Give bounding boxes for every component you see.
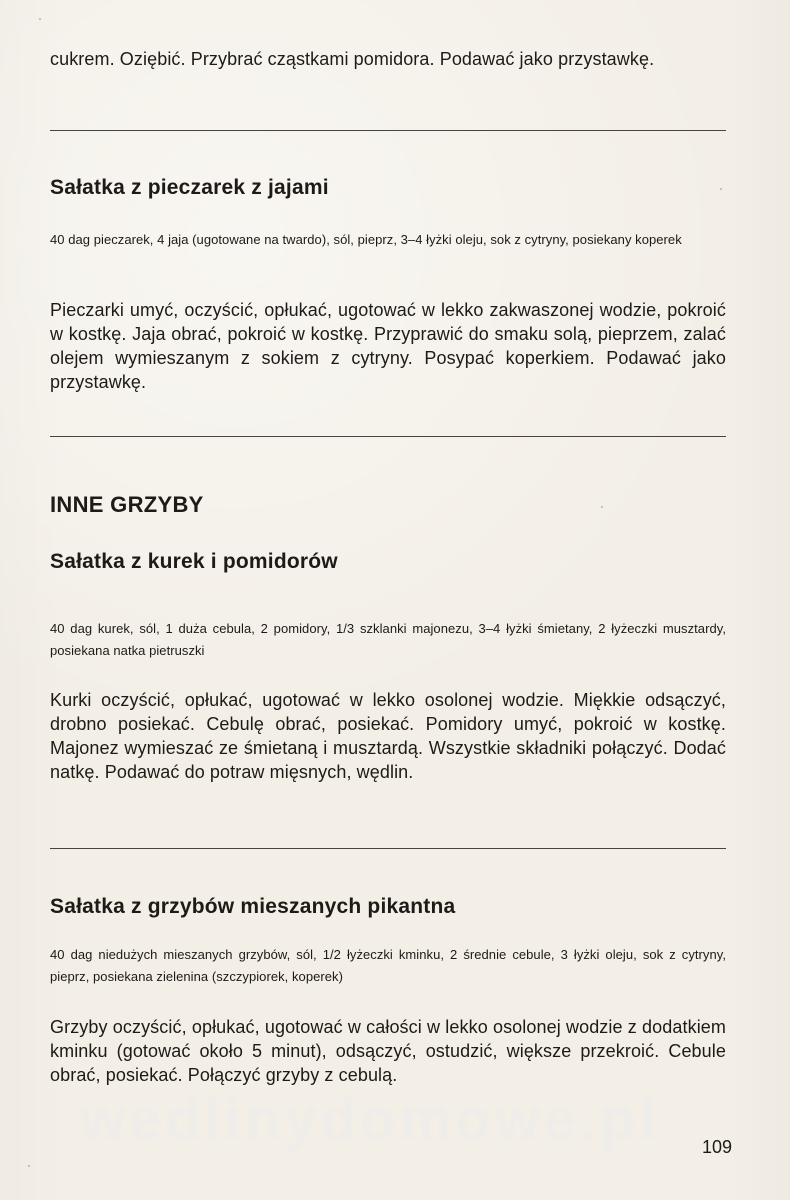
section-title-other-mushrooms: INNE GRZYBY xyxy=(50,492,204,517)
recipe-title-2: Sałatka z kurek i pomidorów xyxy=(50,550,338,573)
paper-speck xyxy=(39,18,41,20)
divider-3 xyxy=(50,848,726,849)
recipe-method-3: Grzyby oczyścić, opłukać, ugotować w całości w lekko osolonej wodzie z dodatkiem kminku (gotować około 5 minut), odsączyć, ostudzić, większe przekroić. Cebule obrać, posiekać. Połączyć grzyby z cebulą. xyxy=(50,1017,726,1085)
watermark-text: wedlinydomowe.pl xyxy=(80,1087,660,1152)
recipe-title-1: Sałatka z pieczarek z jajami xyxy=(50,176,329,199)
paper-speck xyxy=(720,188,722,190)
recipe-method-2: Kurki oczyścić, opłukać, ugotować w lekko osolonej wodzie. Miękkie odsączyć, drobno posiekać. Cebulę obrać, posiekać. Pomidory umyć, pokroić w kostkę. Majonez wymieszać ze śmietaną i musztardą. Wszystkie składniki połączyć. Dodać natkę. Podawać do potraw mięsnych, wędlin. xyxy=(50,690,726,782)
paper-speck xyxy=(601,506,603,508)
recipe-ingredients-3: 40 dag niedużych mieszanych grzybów, sól, 1/2 łyżeczki kminku, 2 średnie cebule, 3 łyżki oleju, sok z cytryny, pieprz, posiekana zielenina (szczypiorek, koperek) xyxy=(50,947,726,984)
divider-2 xyxy=(50,436,726,437)
divider-1 xyxy=(50,130,726,131)
intro-text: cukrem. Oziębić. Przybrać cząstkami pomidora. Podawać jako przystawkę. xyxy=(50,49,655,69)
recipe-ingredients-2: 40 dag kurek, sól, 1 duża cebula, 2 pomidory, 1/3 szklanki majonezu, 3–4 łyżki śmietany, 2 łyżeczki musztardy, posiekana natka pietruszki xyxy=(50,621,726,658)
recipe-ingredients-1: 40 dag pieczarek, 4 jaja (ugotowane na twardo), sól, pieprz, 3–4 łyżki oleju, sok z cytryny, posiekany koperek xyxy=(50,232,682,247)
recipe-title-3: Sałatka z grzybów mieszanych pikantna xyxy=(50,895,456,918)
page-number: 109 xyxy=(701,1137,732,1157)
paper-speck xyxy=(28,1165,30,1167)
recipe-method-1: Pieczarki umyć, oczyścić, opłukać, ugotować w lekko zakwaszonej wodzie, pokroić w kostkę. Jaja obrać, pokroić w kostkę. Przyprawić do smaku solą, pieprzem, zalać olejem wymieszanym z sokiem z cytryny. Posypać koperkiem. Podawać jako przystawkę. xyxy=(50,300,726,392)
